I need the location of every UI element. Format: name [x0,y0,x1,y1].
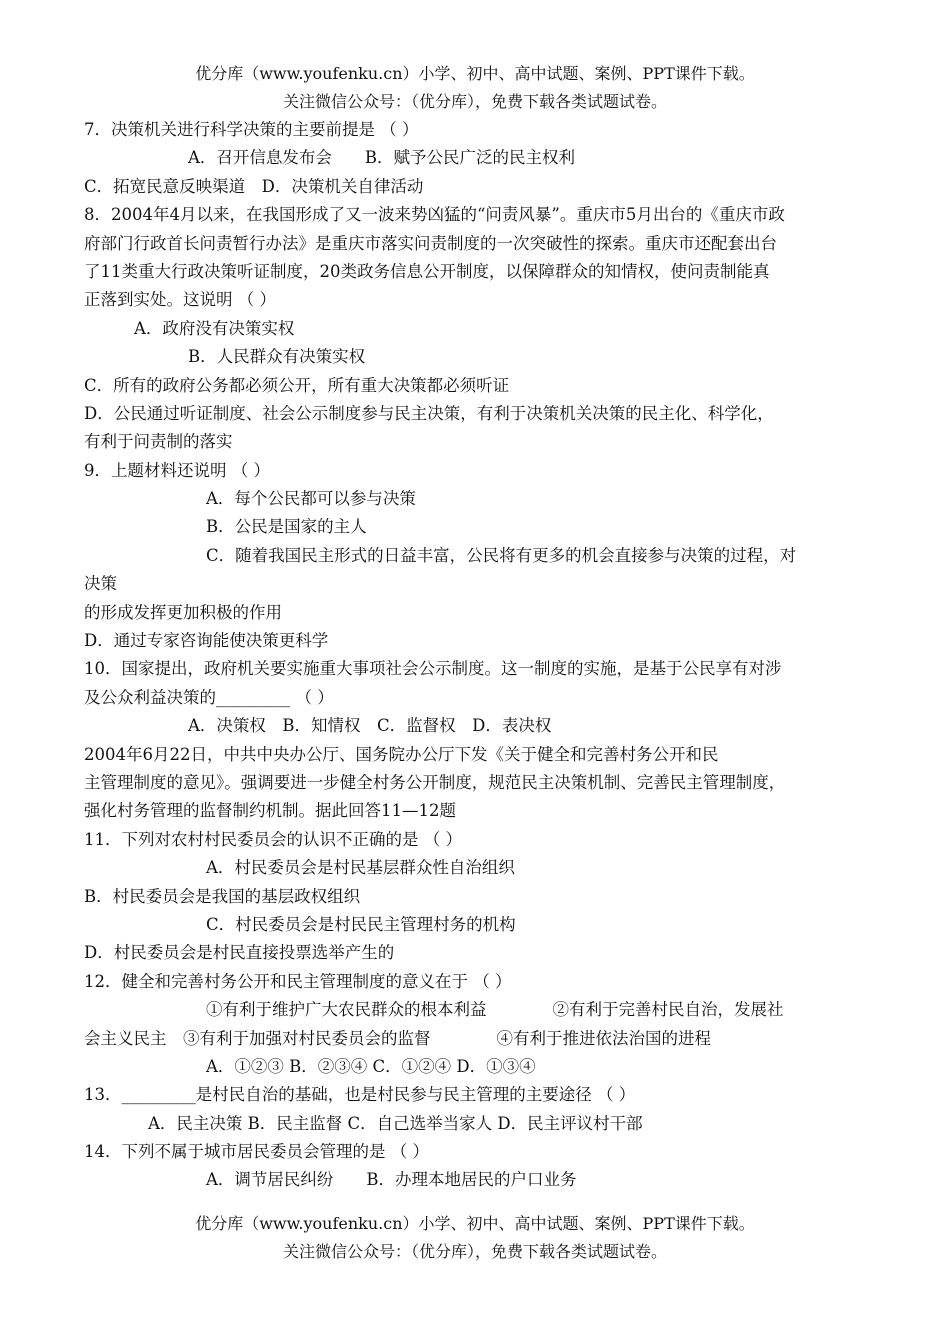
q8-stem-line-2: 府部门行政首长问责暂行办法》是重庆市落实问责制度的一次突破性的探索。重庆市还配套出台 [84,233,777,253]
q13-stem: 13．_________是村民自治的基础，也是村民参与民主管理的主要途径 （ ） [84,1085,636,1105]
q8-stem-line-1: 8．2004年4月以来，在我国形成了又一波来势凶猛的“问责风暴”。重庆市5月出台的《重庆市政 [84,205,785,225]
q10-options: A．决策权 B．知情权 C．监督权 D．表决权 [188,716,552,736]
material-line-1: 2004年6月22日，中共中央办公厅、国务院办公厅下发《关于健全和完善村务公开和民 [84,744,719,764]
q7-options-cd: C．拓宽民意反映渠道 D．决策机关自律活动 [84,176,424,196]
q10-stem-line-2: 及公众利益决策的_________ （ ） [84,687,334,707]
q14-stem: 14．下列不属于城市居民委员会管理的是 （ ） [84,1142,429,1162]
q12-options: A．①②③ B．②③④ C．①②④ D．①③④ [206,1056,536,1076]
q11-option-d: D．村民委员会是村民直接投票选举产生的 [84,943,395,963]
header-line-1: 优分库（www.youfenku.cn）小学、初中、高中试题、案例、PPT课件下载。 [195,64,755,83]
q9-option-c-line-2: 决策 [84,574,117,594]
question-body [84,116,924,1195]
q9-stem: 9．上题材料还说明 （ ） [84,460,270,480]
q7-stem: 7．决策机关进行科学决策的主要前提是 （ ） [84,120,419,139]
q8-stem-line-4: 正落到实处。这说明 （ ） [84,290,276,310]
q8-option-a: A．政府没有决策实权 [134,318,295,338]
q11-option-c: C．村民委员会是村民民主管理村务的机构 [206,914,516,934]
q7-options-ab: A．召开信息发布会 B．赋予公民广泛的民主权利 [188,148,576,168]
q8-option-d-line-2: 有利于问责制的落实 [84,432,233,452]
header-line-2: 关注微信公众号：（优分库），免费下载各类试题试卷。 [282,92,667,111]
q11-stem: 11．下列对农村村民委员会的认识不正确的是 （ ） [84,829,462,849]
q11-option-b: B．村民委员会是我国的基层政权组织 [84,886,361,906]
q8-stem-line-3: 了11类重大行政决策听证制度，20类政务信息公开制度，以保障群众的知情权，使问责制能真 [84,261,770,281]
q12-items-line-1: ①有利于维护广大农民群众的根本利益 ②有利于完善村民自治，发展社 [206,1000,784,1020]
q9-option-c-line-3: 的形成发挥更加积极的作用 [84,602,282,622]
material-line-3: 强化村务管理的监督制约机制。据此回答11—12题 [84,801,456,821]
q8-option-c: C．所有的政府公务都必须公开，所有重大决策都必须听证 [84,375,510,395]
q9-option-a: A．每个公民都可以参与决策 [206,489,416,509]
q8-option-d-line-1: D．公民通过听证制度、社会公示制度参与民主决策，有利于决策机关决策的民主化、科学化， [84,403,774,423]
page-header [0,60,950,116]
page-footer [0,1210,950,1266]
q9-option-b: B．公民是国家的主人 [206,517,367,537]
footer-line-2: 关注微信公众号：（优分库），免费下载各类试题试卷。 [282,1242,667,1261]
q9-option-d: D．通过专家咨询能使决策更科学 [84,631,329,651]
q13-options: A．民主决策 B．民主监督 C．自己选举当家人 D．民主评议村干部 [148,1113,643,1133]
q14-options: A．调节居民纠纷 B．办理本地居民的户口业务 [206,1170,577,1190]
q12-items-line-2: 会主义民主 ③有利于加强对村民委员会的监督 ④有利于推进依法治国的进程 [84,1028,711,1048]
material-line-2: 主管理制度的意见》。强调要进一步健全村务公开制度，规范民主决策机制、完善民主管理制度， [84,772,786,792]
footer-line-1: 优分库（www.youfenku.cn）小学、初中、高中试题、案例、PPT课件下载。 [195,1214,755,1233]
q8-option-b: B．人民群众有决策实权 [188,347,366,367]
q12-stem: 12．健全和完善村务公开和民主管理制度的意义在于 （ ） [84,971,512,991]
q11-option-a: A．村民委员会是村民基层群众性自治组织 [206,858,515,878]
q10-stem-line-1: 10．国家提出，政府机关要实施重大事项社会公示制度。这一制度的实施，是基于公民享有对涉 [84,659,782,679]
q9-option-c-line-1: C．随着我国民主形式的日益丰富，公民将有更多的机会直接参与决策的过程，对 [206,545,797,565]
